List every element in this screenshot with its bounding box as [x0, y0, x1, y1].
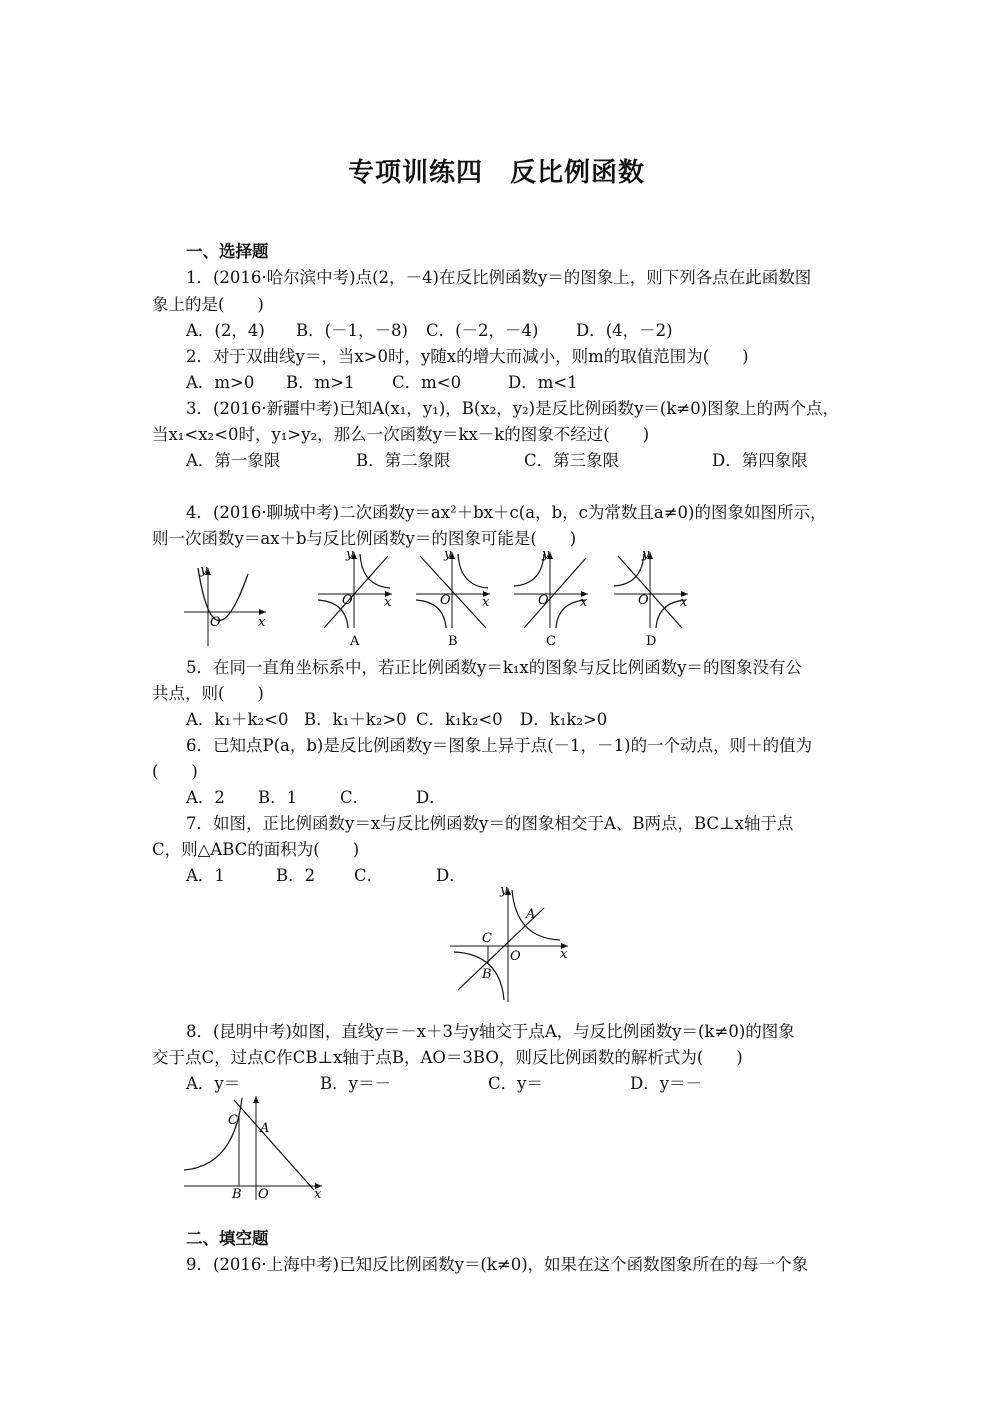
q4-graph-a	[316, 548, 396, 648]
q6-option-c: C．	[340, 788, 370, 807]
q2-line1: 2．对于双曲线y＝，当x>0时，y随x的增大而减小，则m的取值范围为( )	[186, 347, 749, 366]
q7-point-c-label: C	[482, 931, 492, 946]
q2-option-b: B．m>1	[286, 373, 355, 392]
q4-graph-b-x-label: x	[482, 595, 490, 610]
q7-point-b-label: B	[482, 967, 492, 982]
q8-option-d: D．y＝－	[630, 1074, 703, 1093]
q4-graph-a-label: A	[350, 634, 360, 649]
q4-graph-d	[612, 548, 692, 648]
q8-point-a-label: A	[260, 1121, 270, 1136]
q1-option-b: B．(－1，－8)	[296, 321, 408, 340]
page-title: 专项训练四 反比例函数	[347, 158, 645, 188]
q1-line2: 象上的是( )	[152, 295, 264, 314]
q8-point-c-label: C	[228, 1113, 238, 1128]
q4-graph-b	[414, 548, 494, 648]
q4-graph-d-label: D	[646, 634, 657, 649]
q7-point-a-label: A	[526, 907, 536, 922]
q4-graph-b-y-label: y	[444, 547, 452, 562]
q4-graph-a-y-label: y	[346, 547, 354, 562]
q9-line1: 9．(2016·上海中考)已知反比例函数y＝(k≠0)，如果在这个函数图象所在的每一个象	[186, 1255, 809, 1274]
q8-point-b-label: B	[232, 1187, 242, 1202]
q6-line1: 6．已知点P(a，b)是反比例函数y＝图象上异于点(－1，－1)的一个动点，则＋的值为	[186, 736, 813, 755]
q6-option-d: D．	[416, 788, 446, 807]
q8-origin-label: O	[258, 1187, 269, 1202]
section-heading-choice: 一、选择题	[186, 242, 269, 261]
q5-option-a: A．k₁＋k₂<0	[186, 710, 289, 729]
q8-x-label: x	[314, 1187, 322, 1202]
q4-graph-c-label: C	[546, 634, 556, 649]
q6-line2: ( )	[152, 762, 198, 781]
q5-option-c: C．k₁k₂<0	[416, 710, 503, 729]
q7-origin-label: O	[510, 949, 521, 964]
q7-x-label: x	[560, 947, 568, 962]
q3-option-b: B．第二象限	[356, 451, 451, 470]
q5-option-d: D．k₁k₂>0	[520, 710, 608, 729]
q4-parabola-y-label: y	[200, 563, 208, 578]
q1-option-d: D．(4，－2)	[576, 321, 673, 340]
q7-option-b: B．2	[276, 866, 316, 885]
q4-graph-a-x-label: x	[384, 595, 392, 610]
q4-graph-c-x-label: x	[580, 595, 588, 610]
q8-option-b: B．y＝－	[320, 1074, 391, 1093]
q3-option-a: A．第一象限	[186, 451, 281, 470]
q4-graph-c-y-label: y	[542, 547, 550, 562]
q4-graph-a-origin-label: O	[342, 593, 353, 608]
q4-graph-b-label: B	[448, 634, 458, 649]
q3-option-d: D．第四象限	[712, 451, 808, 470]
q8-option-c: C．y＝	[488, 1074, 543, 1093]
q7-option-d: D．	[436, 866, 466, 885]
q4-graph-d-y-label: y	[642, 547, 650, 562]
q1-line1: 1．(2016·哈尔滨中考)点(2，－4)在反比例函数y＝的图象上，则下列各点在此函数图	[186, 268, 812, 287]
q7-y-label: y	[500, 883, 508, 898]
q2-option-d: D．m<1	[508, 373, 578, 392]
q2-option-a: A．m>0	[186, 373, 255, 392]
q4-parabola-x-label: x	[258, 615, 266, 630]
q5-line1: 5．在同一直角坐标系中，若正比例函数y＝k₁x的图象与反比例函数y＝的图象没有公	[186, 658, 803, 677]
q7-line2: C，则△ABC的面积为( )	[152, 840, 360, 859]
q2-option-c: C．m<0	[392, 373, 462, 392]
q3-line1: 3．(2016·新疆中考)已知A(x₁，y₁)，B(x₂，y₂)是反比例函数y＝(k≠0)图象上的两个点，	[186, 399, 840, 418]
q8-graph	[182, 1094, 330, 1204]
q6-option-b: B．1	[258, 788, 298, 807]
q1-option-a: A．(2，4)	[186, 321, 265, 340]
q3-line2: 当x₁<x₂<0时，y₁>y₂，那么一次函数y＝kx－k的图象不经过( )	[152, 425, 650, 444]
q4-parabola-origin-label: O	[210, 615, 221, 630]
q4-graph-b-origin-label: O	[440, 593, 451, 608]
q7-graph	[448, 884, 573, 1006]
q4-line1: 4．(2016·聊城中考)二次函数y＝ax²＋bx＋c(a，b，c为常数且a≠0)的图象如图所示，	[186, 503, 827, 522]
q7-option-a: A．1	[186, 866, 225, 885]
q1-option-c: C．(－2，－4)	[426, 321, 539, 340]
q4-graph-d-origin-label: O	[638, 593, 649, 608]
section-heading-fill: 二、填空题	[186, 1229, 269, 1248]
q4-graph-c-origin-label: O	[538, 593, 549, 608]
q8-line1: 8．(昆明中考)如图，直线y＝－x＋3与y轴交于点A，与反比例函数y＝(k≠0)的图象	[186, 1022, 795, 1041]
q3-option-c: C．第三象限	[524, 451, 620, 470]
q4-line2: 则一次函数y＝ax＋b与反比例函数y＝的图象可能是( )	[152, 529, 577, 548]
q8-option-a: A．y＝	[186, 1074, 241, 1093]
q7-line1: 7．如图，正比例函数y＝x与反比例函数y＝的图象相交于A、B两点，BC⊥x轴于点	[186, 814, 794, 833]
q5-line2: 共点，则( )	[152, 684, 264, 703]
q7-option-c: C．	[354, 866, 384, 885]
q8-line2: 交于点C，过点C作CB⊥x轴于点B，AO＝3BO，则反比例函数的解析式为( )	[152, 1048, 743, 1067]
q4-graph-c	[512, 548, 592, 648]
q6-option-a: A．2	[186, 788, 225, 807]
q4-graph-d-x-label: x	[680, 595, 688, 610]
q4-parabola-graph	[182, 560, 272, 650]
q5-option-b: B．k₁＋k₂>0	[304, 710, 407, 729]
